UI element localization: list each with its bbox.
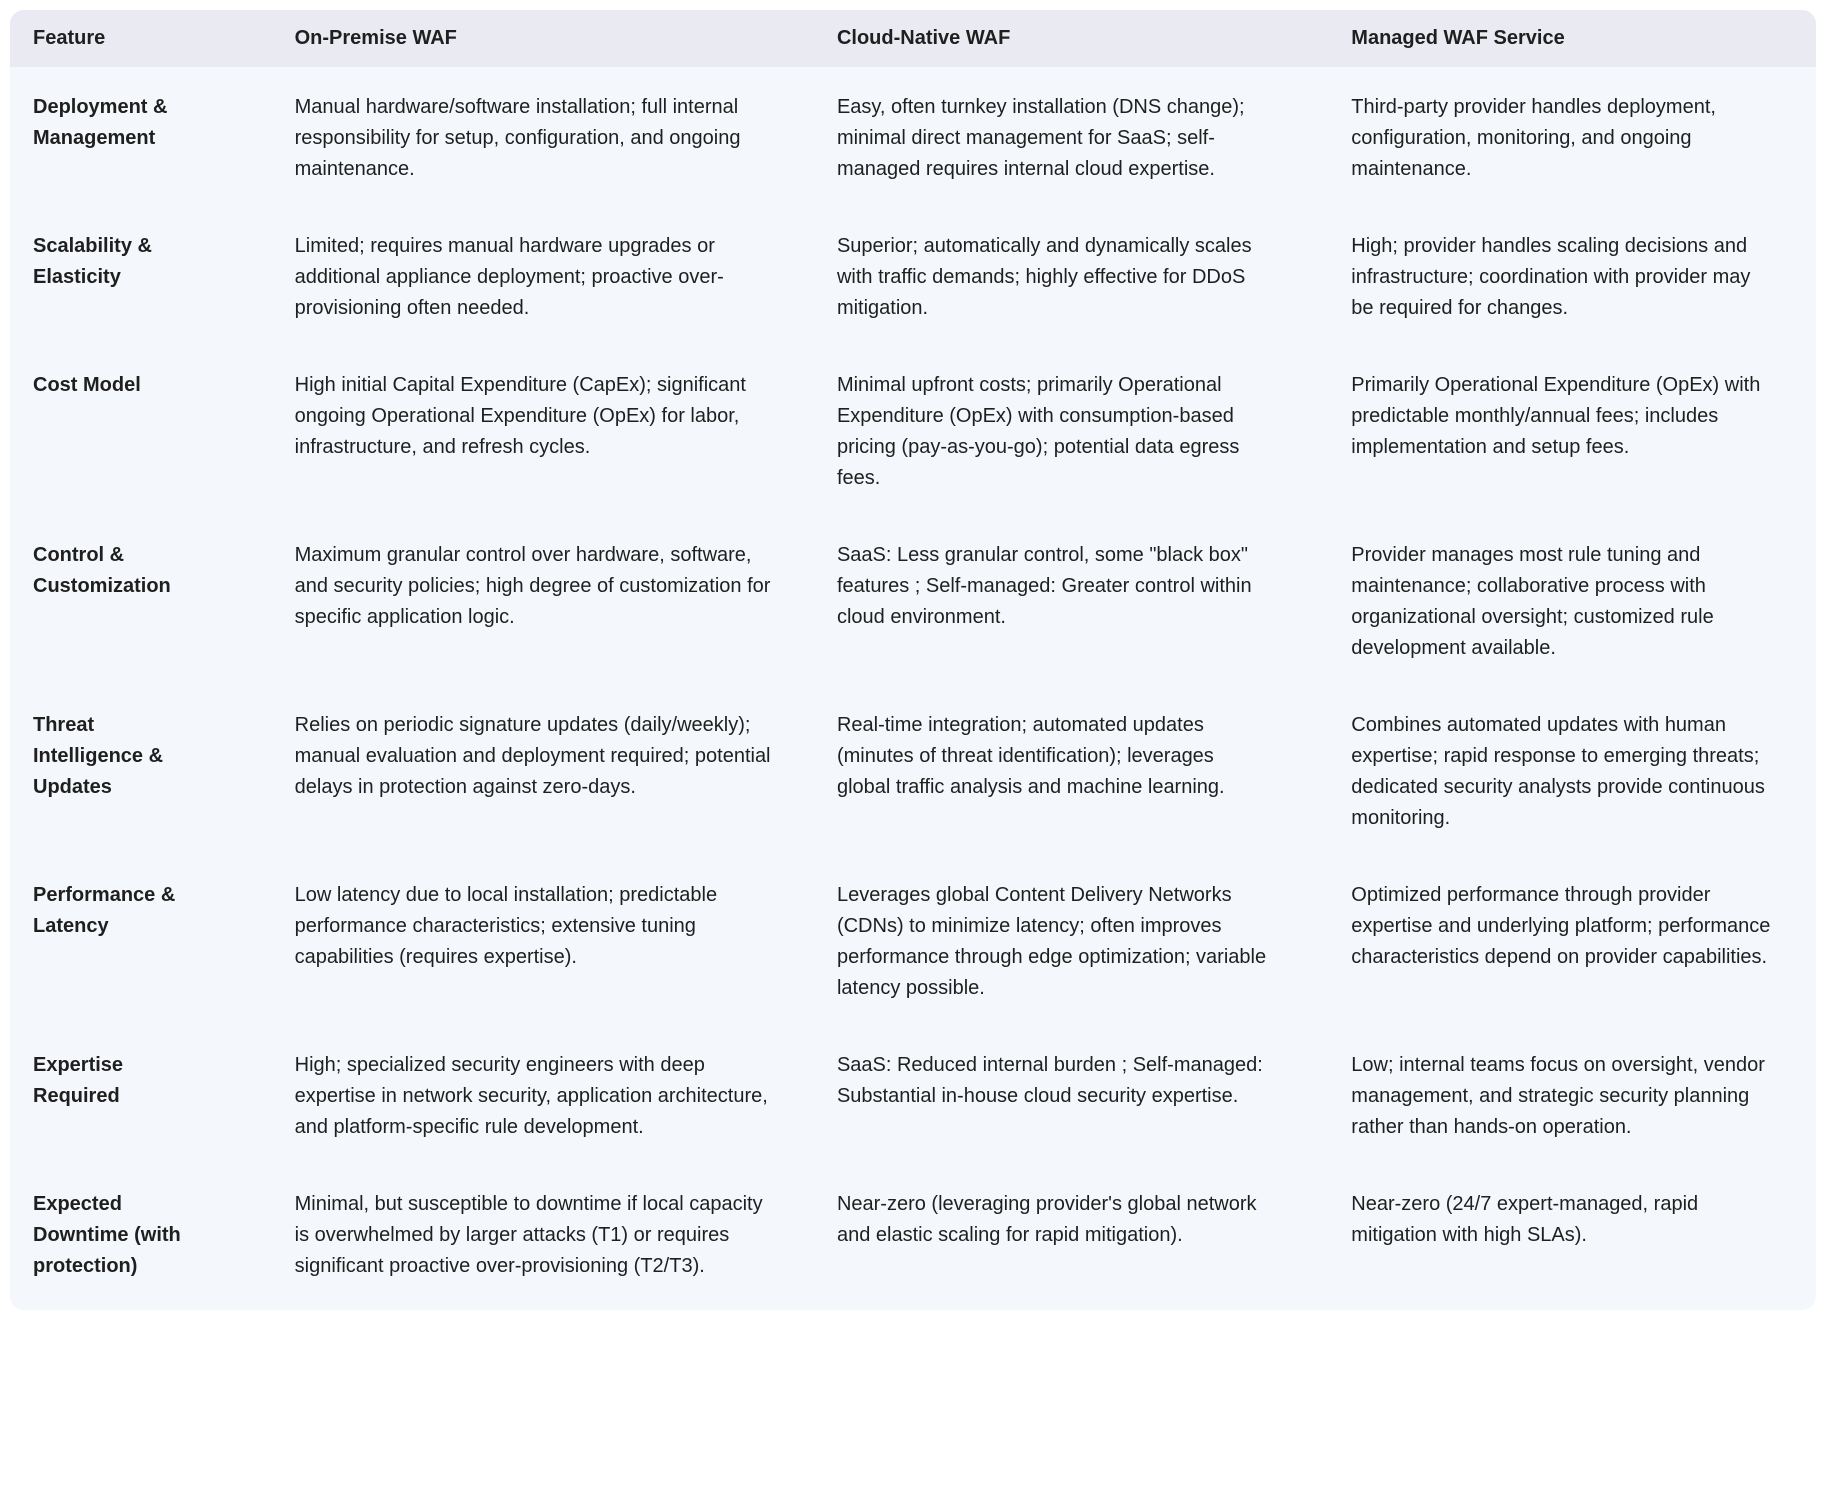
table-row-cost-model [10,345,1816,515]
value-cell: SaaS: Reduced internal burden ; Self-managed: Substantial in-house cloud security expertise. [836,1054,1263,1107]
table-row-performance-latency [10,855,1816,1025]
column-header-feature: Feature [33,27,106,49]
feature-cell: Expected Downtime (with protection) [33,1193,181,1277]
feature-cell: Expertise Required [33,1054,124,1107]
table-row-deployment-management [10,67,1816,206]
value-cell: Near-zero (leveraging provider's global network and elastic scaling for rapid mitigation). [836,1193,1257,1246]
value-cell: Minimal, but susceptible to downtime if local capacity is overwhelmed by larger attacks (T1) or requires significant proactive over-provisioning (T2/T3). [294,1193,763,1277]
value-cell: Third-party provider handles deployment, configuration, monitoring, and ongoing maintenance. [1351,96,1716,180]
feature-cell: Scalability & Elasticity [33,235,152,288]
column-header-managed-waf-service: Managed WAF Service [1351,27,1565,49]
value-cell: Near-zero (24/7 expert-managed, rapid mitigation with high SLAs). [1351,1193,1699,1246]
value-cell: Combines automated updates with human expertise; rapid response to emerging threats; dedicated security analysts provide continuous monitoring. [1351,714,1765,829]
feature-cell: Cost Model [33,374,141,396]
value-cell: Easy, often turnkey installation (DNS change); minimal direct management for SaaS; self-managed requires internal cloud expertise. [836,96,1245,180]
feature-cell: Control & Customization [33,544,171,597]
value-cell: Relies on periodic signature updates (daily/weekly); manual evaluation and deployment required; potential delays in protection against zero-days. [294,714,771,798]
value-cell: Provider manages most rule tuning and maintenance; collaborative process with organizational oversight; customized rule development available. [1351,544,1714,659]
waf-comparison-table [10,10,1816,1310]
feature-cell: Deployment & Management [33,96,168,149]
value-cell: Low; internal teams focus on oversight, vendor management, and strategic security planning rather than hands-on operation. [1351,1054,1765,1138]
value-cell: High initial Capital Expenditure (CapEx); significant ongoing Operational Expenditure (OpEx) for labor, infrastructure, and refresh cycles. [294,374,746,458]
column-header-cloud-native-waf: Cloud-Native WAF [836,27,1011,49]
table-row-expected-downtime [10,1164,1816,1310]
value-cell: High; specialized security engineers with deep expertise in network security, application architecture, and platform-specific rule development. [294,1054,768,1138]
column-header-on-premise-waf: On-Premise WAF [294,27,457,49]
table-row-expertise-required [10,1025,1816,1164]
value-cell: Minimal upfront costs; primarily Operational Expenditure (OpEx) with consumption-based pricing (pay-as-you-go); potential data egress fees. [836,374,1240,489]
feature-cell: Threat Intelligence & Updates [33,714,164,798]
value-cell: Real-time integration; automated updates (minutes of threat identification); leverages global traffic analysis and machine learning. [836,714,1225,798]
table-row-scalability-elasticity [10,206,1816,345]
value-cell: Primarily Operational Expenditure (OpEx) with predictable monthly/annual fees; includes implementation and setup fees. [1351,374,1761,458]
feature-cell: Performance & Latency [33,884,176,937]
table-body [10,67,1816,1310]
value-cell: Low latency due to local installation; predictable performance characteristics; extensive tuning capabilities (requires expertise). [294,884,718,968]
value-cell: Optimized performance through provider expertise and underlying platform; performance characteristics depend on provider capabilities. [1351,884,1771,968]
value-cell: Superior; automatically and dynamically scales with traffic demands; highly effective for DDoS mitigation. [836,235,1252,319]
value-cell: High; provider handles scaling decisions and infrastructure; coordination with provider may be required for changes. [1351,235,1751,319]
value-cell: Leverages global Content Delivery Networks (CDNs) to minimize latency; often improves performance through edge optimization; variable latency possible. [836,884,1267,999]
value-cell: Maximum granular control over hardware, software, and security policies; high degree of customization for specific application logic. [294,544,771,628]
value-cell: SaaS: Less granular control, some "black box" features ; Self-managed: Greater control within cloud environment. [836,544,1252,628]
table-row-threat-intelligence-updates [10,685,1816,855]
value-cell: Manual hardware/software installation; full internal responsibility for setup, configuration, and ongoing maintenance. [294,96,741,180]
value-cell: Limited; requires manual hardware upgrades or additional appliance deployment; proactive over-provisioning often needed. [294,235,724,319]
table-header-row [10,10,1816,67]
table-row-control-customization [10,515,1816,685]
